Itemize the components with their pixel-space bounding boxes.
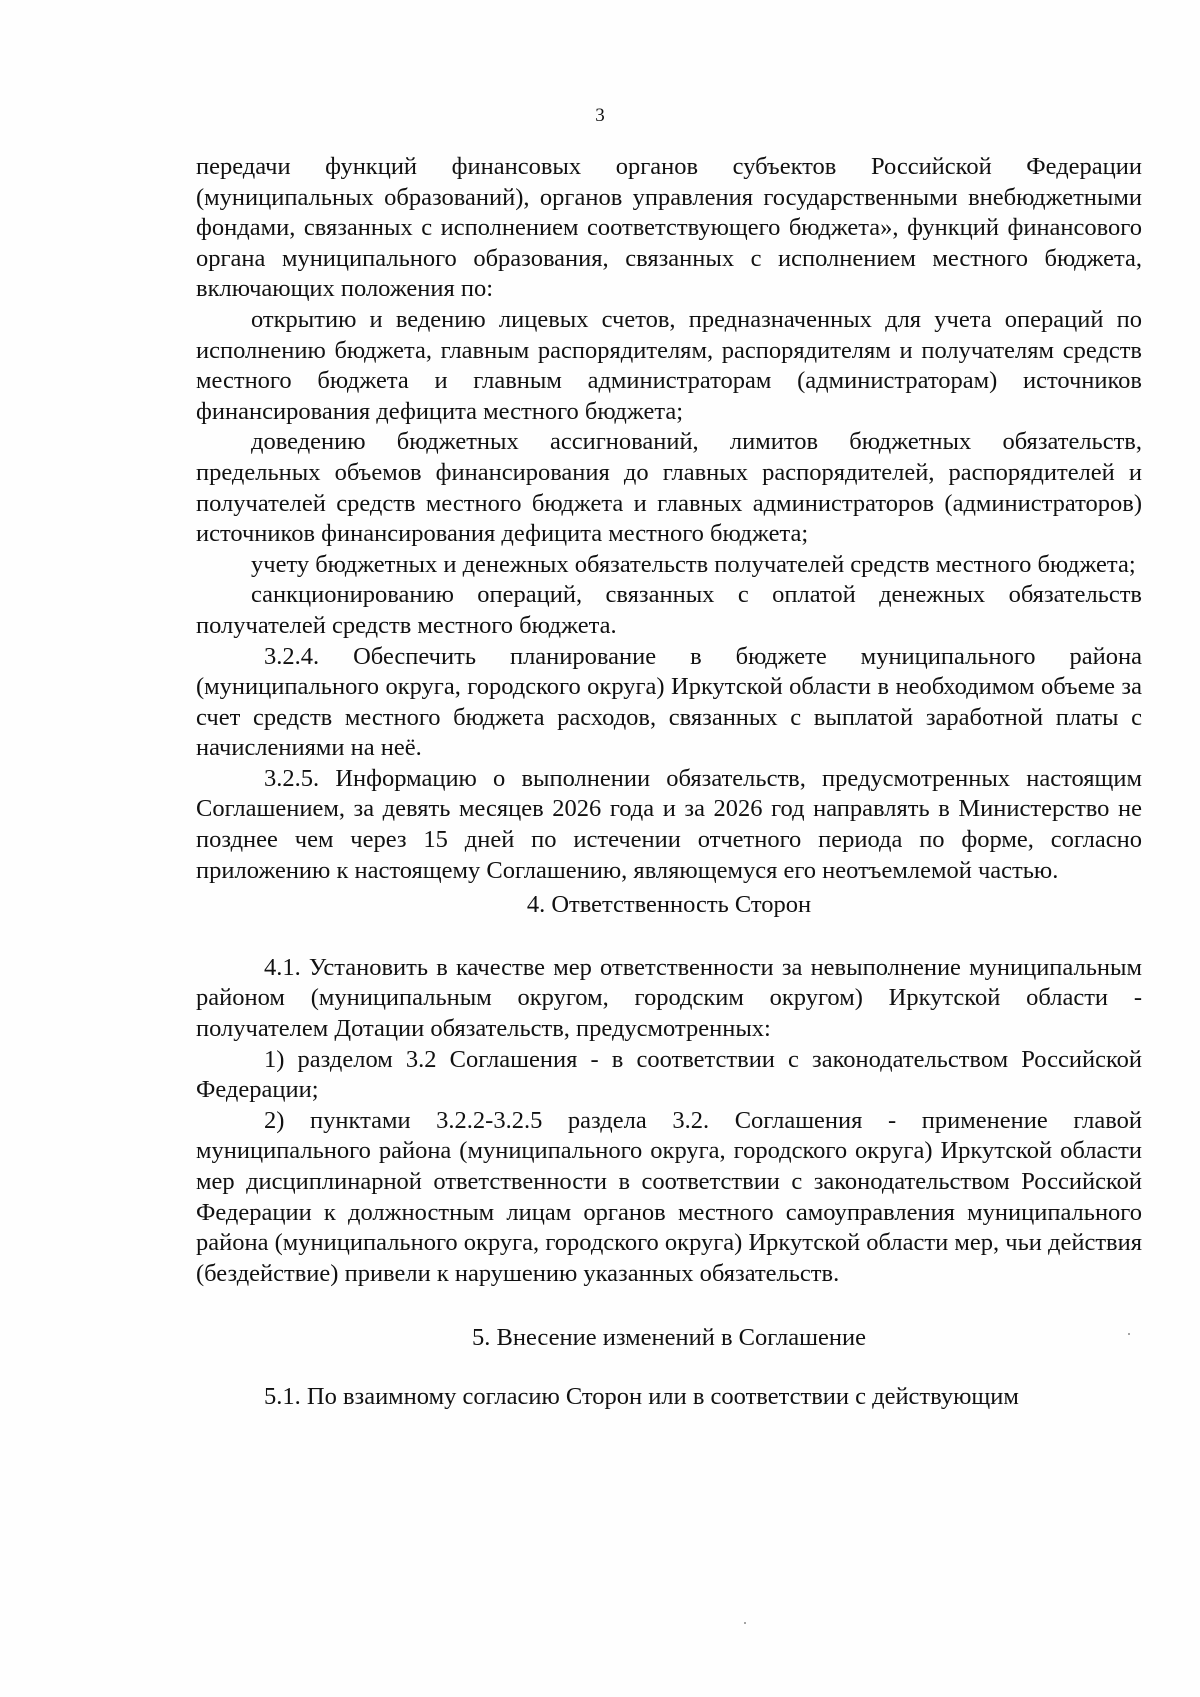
list-item: учету бюджетных и денежных обязательств получателей средств местного бюджета; bbox=[251, 550, 1136, 578]
section-4-heading: 4. Ответственность Сторон bbox=[526, 891, 812, 919]
clause-4-1-item-1: 1) разделом 3.2 Соглашения - в соответствии с законодательством Российской Федерации; bbox=[196, 1045, 1142, 1104]
clause-4-1: 4.1. Установить в качестве мер ответственности за невыполнение муниципальным районом (муниципальным округом, городским округом) Иркутской области - получателем Дотации обязательств, предусмотренных: bbox=[196, 953, 1142, 1043]
list-item: доведению бюджетных ассигнований, лимитов бюджетных обязательств, предельных объемов финансирования до главных распорядителей, распорядителей и получателей средств местного бюджета и главных администраторов (администраторов) источников финансирования дефицита местного бюджета; bbox=[196, 428, 1142, 548]
clause-3-2-4: 3.2.4. Обеспечить планирование в бюджете муниципального района (муниципального округа, городского округа) Иркутской области в необходимом объеме за счет средств местного бюджета расходов, связанных с выплатой заработной платы с начислениями на неё. bbox=[196, 642, 1142, 762]
clause-4-1-item-2: 2) пунктами 3.2.2-3.2.5 раздела 3.2. Соглашения - применение главой муниципального района (муниципального округа, городского округа) Иркутской области мер дисциплинарной ответственности в соответствии с законодательством Российской Федерации к должностным лицам органов местного самоуправления муниципального района (муниципального округа, городского округа) Иркутской области мер, чьи действия (бездействие) привели к нарушению указанных обязательств. bbox=[196, 1106, 1142, 1287]
document-body bbox=[196, 152, 1142, 1413]
scan-speck bbox=[1128, 1333, 1130, 1335]
list-item: санкционированию операций, связанных с оплатой денежных обязательств получателей средств местного бюджета. bbox=[196, 581, 1142, 639]
scan-speck bbox=[744, 1622, 746, 1624]
list-item: открытию и ведению лицевых счетов, предназначенных для учета операций по исполнению бюджета, главным распорядителям, распорядителям и получателям средств местного бюджета и главным администраторам (администраторам) источников финансирования дефицита местного бюджета; bbox=[196, 305, 1142, 425]
clause-3-2-5: 3.2.5. Информацию о выполнении обязательств, предусмотренных настоящим Соглашением, за девять месяцев 2026 года и за 2026 год направлять в Министерство не позднее чем через 15 дней по истечении отчетного периода по форме, согласно приложению к настоящему Соглашению, являющемуся его неотъемлемой частью. bbox=[196, 764, 1142, 884]
page-number: 3 bbox=[595, 105, 605, 126]
clause-5-1: 5.1. По взаимному согласию Сторон или в соответствии с действующим bbox=[264, 1382, 1019, 1410]
intro-paragraph: передачи функций финансовых органов субъектов Российской Федерации (муниципальных образований), органов управления государственными внебюджетными фондами, связанных с исполнением соответствующего бюджета», функций финансового органа муниципального образования, связанных с исполнением местного бюджета, включающих положения по: bbox=[196, 153, 1142, 303]
section-5-heading: 5. Внесение изменений в Соглашение bbox=[472, 1324, 866, 1352]
